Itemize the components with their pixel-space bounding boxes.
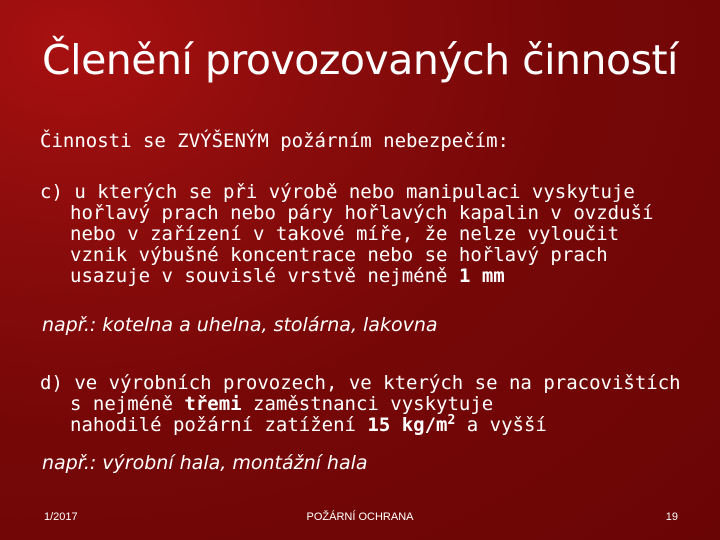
item-d-line-2: [40, 394, 681, 415]
item-d-paragraph: [40, 373, 681, 436]
item-d-line-3-prefix: nahodilé požární zatížení: [70, 414, 368, 436]
item-d-count-value: třemi: [184, 393, 242, 415]
footer-page-number: 19: [665, 511, 678, 523]
item-d-load-number: 15 kg/m: [367, 414, 448, 436]
item-c-line-5-text: usazuje v souvislé vrstvě nejméně: [70, 265, 459, 287]
item-d-line-3-suffix: a vyšší: [455, 414, 547, 436]
item-d-line-1: d) ve výrobních provozech, ve kterých se na pracovištích: [40, 372, 681, 394]
item-c-thickness-value: 1 mm: [458, 265, 505, 287]
item-c-line-2: hořlavý prach nebo páry hořlavých kapalin v ovzduší: [70, 202, 654, 224]
footer-date: 1/2017: [44, 511, 78, 523]
footer-title: POŽÁRNÍ OCHRANA: [306, 511, 414, 523]
intro-text: Činnosti se ZVÝŠENÝM požárním nebezpečím:: [40, 130, 509, 152]
item-d-line-2-suffix: zaměstnanci vyskytuje: [241, 393, 494, 415]
item-c-line-4: vznik výbušné koncentrace nebo se hořlavý prach: [70, 244, 608, 266]
item-c-paragraph: [40, 182, 653, 287]
item-c-example: např.: kotelna a uhelna, stolárna, lakovna: [42, 314, 438, 336]
item-d-example: např.: výrobní hala, montážní hala: [42, 452, 368, 474]
item-d-load-exponent: 2: [447, 413, 456, 428]
item-c-line-3: nebo v zařízení v takové míře, že nelze vyloučit: [70, 223, 620, 245]
item-d-line-2-prefix: s nejméně: [70, 393, 185, 415]
item-c-line-5: [40, 266, 653, 287]
item-c-line-1: c) u kterých se při výrobě nebo manipulaci vyskytuje: [40, 181, 635, 203]
item-d-load-value: [367, 414, 455, 436]
item-d-line-3: [40, 415, 681, 436]
slide-title: Členění provozovaných činností: [42, 36, 678, 84]
